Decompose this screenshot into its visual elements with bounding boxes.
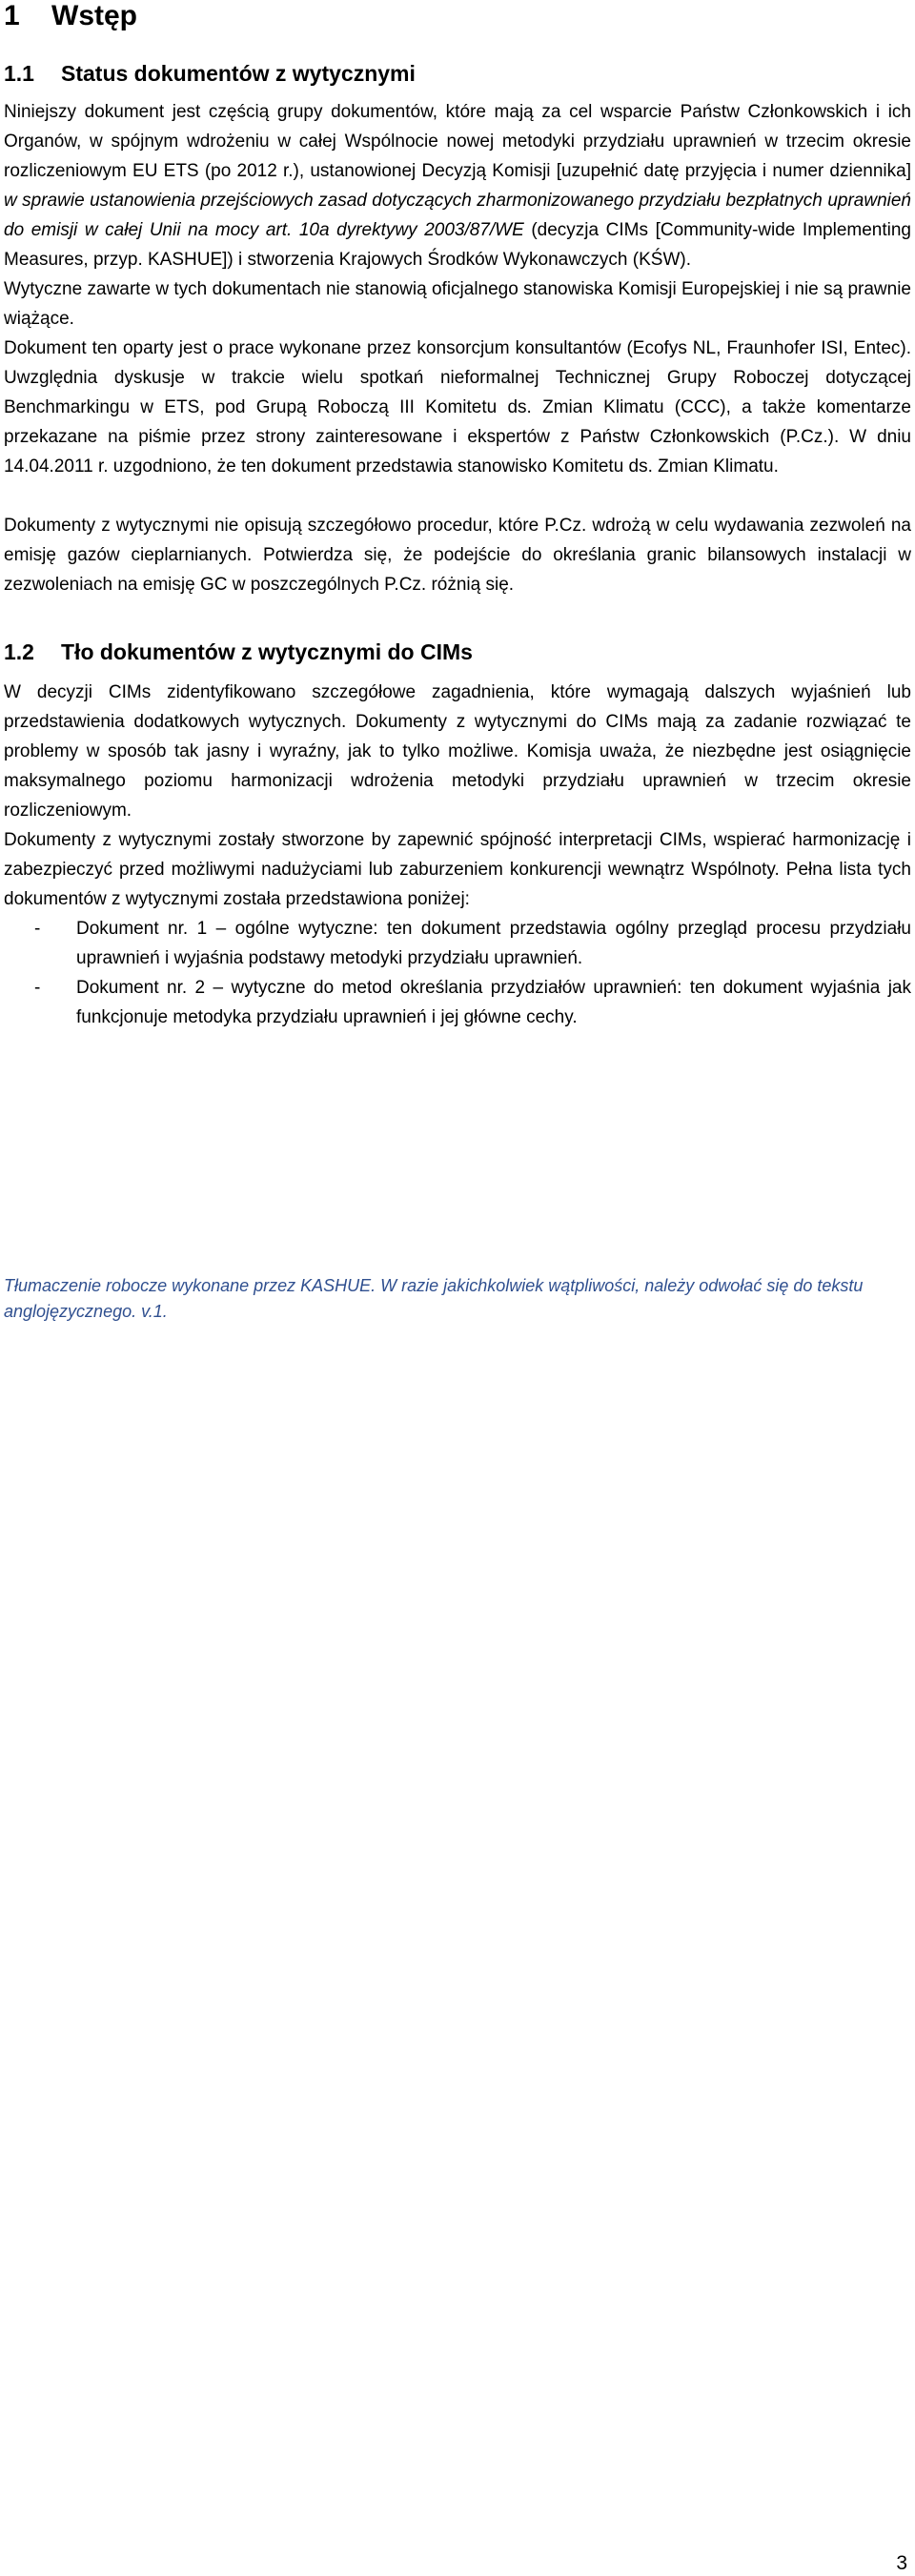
list-item-text: Dokument nr. 2 – wytyczne do metod określania przydziałów uprawnień: ten dokument wyjaśnia jak funkcjonuje metodyka przydziału uprawnień i jej główne cechy. xyxy=(76,978,911,1027)
paragraph-cims-issues: W decyzji CIMs zidentyfikowano szczegółowe zagadnienia, które wymagają dalszych wyjaśnień lub przedstawienia dodatkowych wytycznych. Dokumenty z wytycznymi do CIMs mają za zadanie rozwiązać te problemy w sposób tak jasny i wyraźny, jak to tylko możliwe. Komisja uważa, że niezbędne jest osiągnięcie maksymalnego poziomu harmonizacji wdrożenia metodyki przydziału uprawnień w trzecim okresie rozliczeniowym. xyxy=(4,682,911,821)
paragraph-status-intro xyxy=(4,97,911,274)
list-bullet: - xyxy=(34,919,41,939)
paragraph-guidance-purpose: Dokumenty z wytycznymi zostały stworzone by zapewnić spójność interpretacji CIMs, wspierać harmonizację i zabezpieczyć przed możliwymi nadużyciami lub zaburzeniem konkurencji wewnątrz Wspólnoty. Pełna lista tych dokumentów z wytycznymi została przedstawiona poniżej: xyxy=(4,830,911,909)
paragraph-text: Niniejszy dokument jest częścią grupy dokumentów, które mają za cel wsparcie Państw Członkowskich i ich Organów, w spójnym wdrożeniu w całej Wspólnocie nowej metodyki przydziału uprawnień w trzecim okresie rozliczeniowym EU ETS (po 2012 r.), ustanowionej Decyzją Komisji [uzupełnić datę przyjęcia i numer dziennika] xyxy=(4,102,911,181)
guidance-document-list xyxy=(4,914,911,1032)
page-number: 3 xyxy=(896,2552,907,2574)
section-title: Tło dokumentów z wytycznymi do CIMs xyxy=(61,639,473,664)
paragraph-consortium: Dokument ten oparty jest o prace wykonane przez konsorcjum konsultantów (Ecofys NL, Fraunhofer ISI, Entec). Uwzględnia dyskusje w trakcie wielu spotkań nieformalnej Technicznej Grupy Roboczej dotyczącej Benchmarkingu w ETS, pod Grupą Roboczą III Komitetu ds. Zmian Klimatu (CCC), a także komentarze przekazane na piśmie przez strony zainteresowane i ekspertów z Państw Członkowskich (P.Cz.). W dniu 14.04.2011 r. uzgodniono, że ten dokument przedstawia stanowisko Komitetu ds. Zmian Klimatu. xyxy=(4,338,911,477)
list-item xyxy=(4,914,911,973)
paragraph-italic-text: w sprawie ustanowienia przejściowych zasad dotyczących zharmonizowanego przydziału bezpłatnych uprawnień do emisji w całej Unii na mocy art. 10a dyrektywy 2003/87/WE xyxy=(4,191,911,240)
section-title: Status dokumentów z wytycznymi xyxy=(61,61,416,86)
chapter-title: Wstęp xyxy=(51,0,137,31)
page-footer xyxy=(4,1273,911,2574)
chapter-heading xyxy=(4,0,911,32)
section-heading-1-1 xyxy=(4,59,911,88)
document-page xyxy=(4,0,911,1032)
list-bullet: - xyxy=(34,978,41,998)
paragraph-text: (decyzja CIMs [Community-wide Implementing Measures, przyp. KASHUE]) i stworzenia Krajowych Środków Wykonawczych (KŚW). xyxy=(4,220,911,270)
paragraph-non-binding: Wytyczne zawarte w tych dokumentach nie stanowią oficjalnego stanowiska Komisji Europejskiej i nie są prawnie wiążące. xyxy=(4,279,911,329)
list-item-text: Dokument nr. 1 – ogólne wytyczne: ten dokument przedstawia ogólny przegląd procesu przydziału uprawnień i wyjaśnia podstawy metodyki przydziału uprawnień. xyxy=(76,919,911,968)
section-heading-1-2 xyxy=(4,638,911,666)
section-number: 1.2 xyxy=(4,639,34,664)
chapter-number: 1 xyxy=(4,0,20,31)
paragraph-procedures: Dokumenty z wytycznymi nie opisują szczegółowo procedur, które P.Cz. wdrożą w celu wydawania zezwoleń na emisję gazów cieplarnianych. Potwierdza się, że podejście do określania granic bilansowych instalacji w zezwoleniach na emisję GC w poszczególnych P.Cz. różnią się. xyxy=(4,516,911,595)
footer-note: Tłumaczenie robocze wykonane przez KASHUE. W razie jakichkolwiek wątpliwości, należy odwołać się do tekstu anglojęzycznego. v.1. xyxy=(4,1276,864,1321)
section-number: 1.1 xyxy=(4,61,34,86)
list-item xyxy=(4,973,911,1032)
